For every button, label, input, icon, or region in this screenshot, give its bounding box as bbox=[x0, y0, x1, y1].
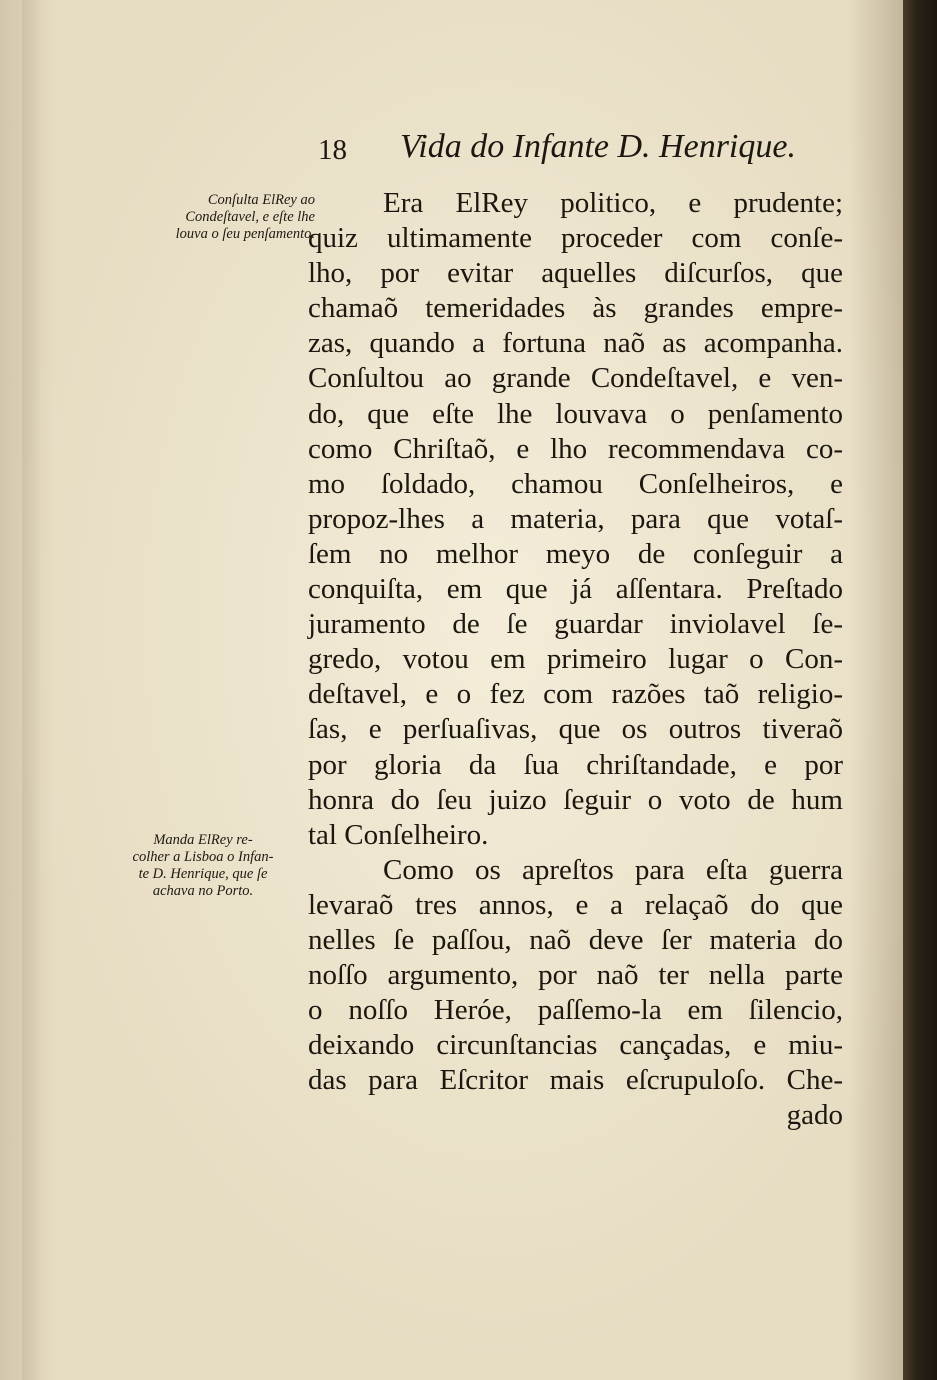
margin-note-consulta bbox=[130, 192, 315, 243]
margin-note-line: achava no Porto. bbox=[152, 883, 254, 899]
catchword: gado bbox=[786, 1099, 843, 1132]
page-number: 18 bbox=[318, 134, 347, 166]
body-line: juramento de ſe guardar inviolavel ſe- bbox=[308, 608, 843, 641]
body-line: Conſultou ao grande Condeſtavel, e ven- bbox=[308, 362, 843, 395]
running-head bbox=[318, 128, 838, 178]
body-line: honra do ſeu juizo ſeguir o voto de hum bbox=[308, 783, 843, 816]
body-line: gredo, votou em primeiro lugar o Con- bbox=[308, 643, 843, 676]
body-line: lho, por evitar aquelles diſcurſos, que bbox=[308, 257, 843, 290]
margin-note-line: Condeſtavel, e eſte lhe bbox=[185, 209, 315, 225]
running-title: Vida do Infante D. Henrique. bbox=[400, 128, 796, 165]
margin-note-line: Conſulta ElRey ao bbox=[207, 192, 315, 208]
body-line: das para Eſcritor mais eſcrupuloſo. Che- bbox=[308, 1064, 843, 1097]
body-line: tal Conſelheiro. bbox=[308, 818, 489, 851]
body-line: deſtavel, e o fez com razões taõ religio- bbox=[308, 678, 843, 711]
body-line: Como os apreſtos para eſta guerra bbox=[383, 853, 843, 886]
margin-note-line: colher a Lisboa o Infan- bbox=[132, 849, 274, 865]
binding-edge bbox=[903, 0, 937, 1380]
body-line: por gloria da ſua chriſtandade, e por bbox=[308, 748, 843, 781]
page-gutter-shadow bbox=[22, 0, 40, 1380]
margin-note-line: louva o ſeu penſamento. bbox=[175, 226, 315, 242]
body-line: ſem no melhor meyo de conſeguir a bbox=[308, 537, 843, 570]
margin-note-line: te D. Henrique, que ſe bbox=[138, 866, 268, 882]
body-line: do, que eſte lhe louvava o penſamento bbox=[308, 397, 843, 430]
body-line: Era ElRey politico, e prudente; bbox=[383, 187, 843, 219]
body-line: nelles ſe paſſou, naõ deve ſer materia do bbox=[308, 923, 843, 956]
body-line: zas, quando a fortuna naõ as acompanha. bbox=[308, 327, 843, 360]
body-line: propoz-lhes a materia, para que votaſ- bbox=[308, 502, 843, 535]
body-line: conquiſta, em que já aſſentara. Preſtado bbox=[308, 573, 843, 606]
body-line: levaraõ tres annos, e a relaçaõ do que bbox=[308, 888, 843, 921]
body-line: noſſo argumento, por naõ ter nella parte bbox=[308, 959, 843, 992]
margin-note-line: Manda ElRey re- bbox=[153, 832, 253, 848]
body-line: quiz ultimamente proceder com conſe- bbox=[308, 222, 843, 255]
body-line: mo ſoldado, chamou Conſelheiros, e bbox=[308, 467, 843, 500]
margin-note-manda bbox=[108, 832, 298, 900]
body-line: chamaõ temeridades às grandes empre- bbox=[308, 292, 843, 325]
body-line: como Chriſtaõ, e lho recommendava co- bbox=[308, 432, 843, 465]
body-line: o noſſo Heróe, paſſemo-la em ſilencio, bbox=[308, 994, 843, 1027]
body-line: deixando circunſtancias cançadas, e miu- bbox=[308, 1029, 843, 1062]
body-text bbox=[308, 186, 843, 1134]
body-line: ſas, e perſuaſivas, que os outros tiveraõ bbox=[308, 713, 843, 746]
